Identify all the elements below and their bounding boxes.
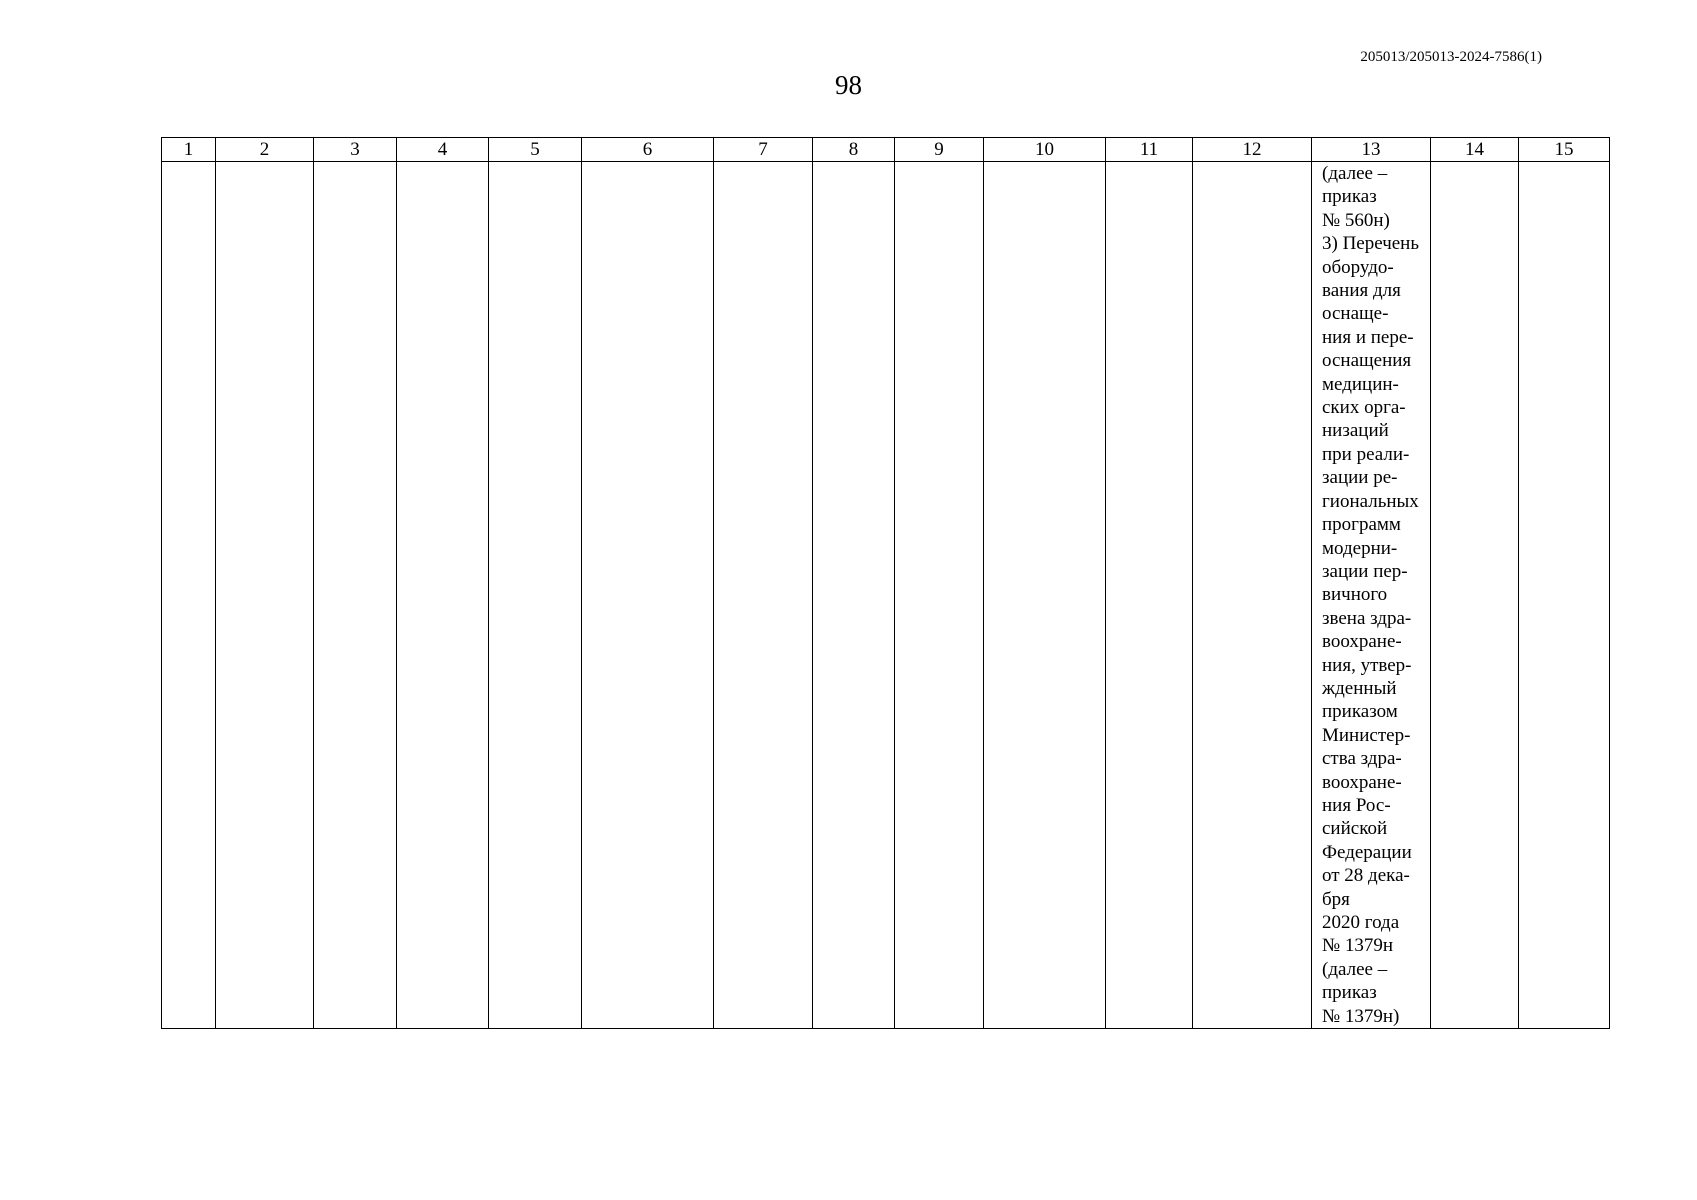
table-cell-col13 bbox=[1312, 162, 1431, 1029]
column-header: 11 bbox=[1106, 138, 1193, 162]
column-header: 2 bbox=[216, 138, 314, 162]
table-header-row bbox=[162, 138, 1610, 162]
column-header: 7 bbox=[714, 138, 813, 162]
col13-text: (далее – приказ № 560н) 3) Перечень оборудо- вания для оснаще- ния и пере- оснащения медицин- ских орга- низаций при реали- зации ре- гиональных программ модерни- зации пер- вичного звена здра- воохране- ния, утвер- жденный приказом Министер- ства здра- воохране- ния Рос- сийской Федерации от 28 дека- бря 2020 года № 1379н (далее – приказ № 1379н) bbox=[1322, 163, 1420, 1027]
table-cell bbox=[1431, 162, 1519, 1029]
column-header: 6 bbox=[582, 138, 714, 162]
column-header: 12 bbox=[1193, 138, 1312, 162]
table-cell bbox=[216, 162, 314, 1029]
table-cell bbox=[1193, 162, 1312, 1029]
page-number: 98 bbox=[835, 70, 862, 100]
table-cell bbox=[1519, 162, 1610, 1029]
column-header: 15 bbox=[1519, 138, 1610, 162]
document-table bbox=[161, 137, 1610, 1029]
column-header: 3 bbox=[314, 138, 397, 162]
column-header: 1 bbox=[162, 138, 216, 162]
document-id: 205013/205013-2024-7586(1) bbox=[1360, 49, 1542, 65]
column-header: 14 bbox=[1431, 138, 1519, 162]
column-header: 8 bbox=[813, 138, 895, 162]
table-cell bbox=[314, 162, 397, 1029]
column-header: 13 bbox=[1312, 138, 1431, 162]
column-header: 10 bbox=[984, 138, 1106, 162]
table-row bbox=[162, 162, 1610, 1029]
column-header: 9 bbox=[895, 138, 984, 162]
table-cell bbox=[582, 162, 714, 1029]
table-cell bbox=[813, 162, 895, 1029]
table-cell bbox=[397, 162, 489, 1029]
table-cell bbox=[895, 162, 984, 1029]
table-cell bbox=[162, 162, 216, 1029]
column-header: 5 bbox=[489, 138, 582, 162]
table-cell bbox=[1106, 162, 1193, 1029]
table-cell bbox=[984, 162, 1106, 1029]
table-cell bbox=[489, 162, 582, 1029]
table-cell bbox=[714, 162, 813, 1029]
column-header: 4 bbox=[397, 138, 489, 162]
